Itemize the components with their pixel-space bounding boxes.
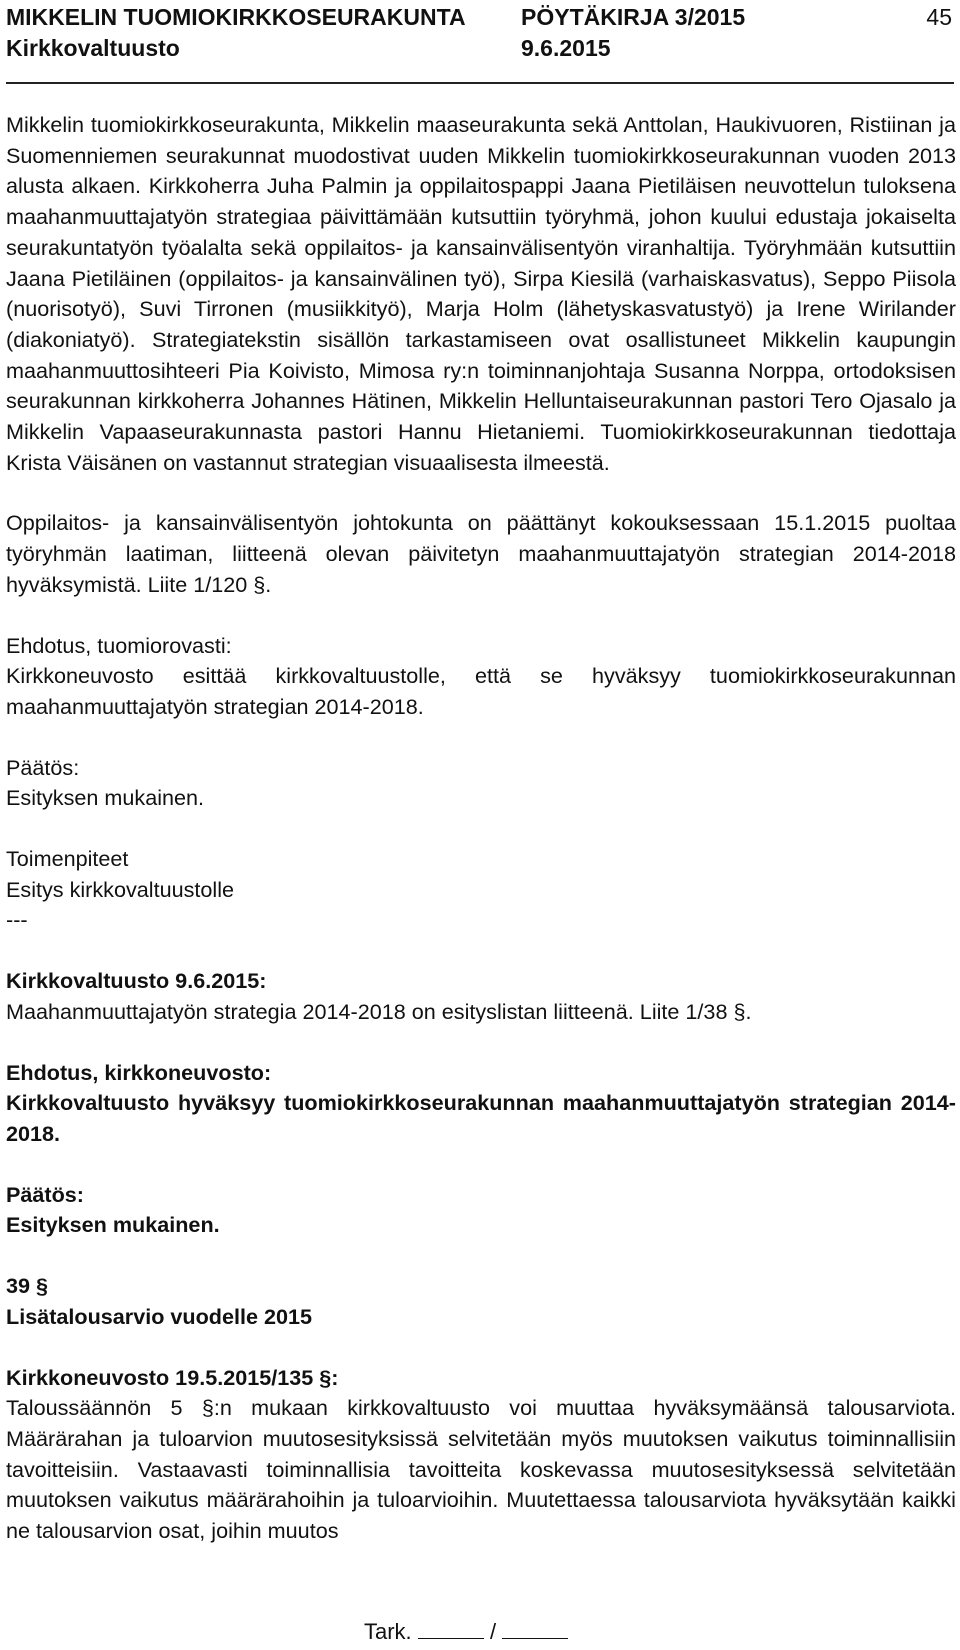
decision-text: Esityksen mukainen. xyxy=(6,785,205,811)
section-title: Lisätalousarvio vuodelle 2015 xyxy=(6,1303,313,1329)
page-number: 45 xyxy=(926,4,952,30)
board-reference-label: Kirkkoneuvosto 19.5.2015/135 §: xyxy=(6,1364,339,1390)
board-proposal-label: Ehdotus, kirkkoneuvosto: xyxy=(6,1059,272,1085)
proposal-text: Kirkkoneuvosto esittää kirkkovaltuustolle, että se hyväksyy tuomiokirkkoseurakunnan maahanmuuttajatyön strategian 2014-2018. xyxy=(6,663,956,719)
body-name: Kirkkovaltuusto xyxy=(6,35,180,61)
proposal-label: Ehdotus, tuomiorovasti: xyxy=(6,632,232,658)
council-text: Maahanmuuttajatyön strategia 2014-2018 on esityslistan liitteenä. Liite 1/38 §. xyxy=(6,998,752,1024)
budget-paragraph: Taloussäännön 5 §:n mukaan kirkkovaltuusto voi muuttaa hyväksymäänsä talousarviota. Määrärahan ja tuloarvion muutosesityksissä selvitetään myös muutoksen vaikutus toiminnallisiin tavoitteisiin. Vastaavasti toiminnallisia tavoitteita koskevassa muutosesityksessä selvitetään muutoksen vaikutus määrärahoihin ja tuloarvioihin. Muutettaessa talousarviota hyväksytään kaikki ne talousarvion osat, joihin muutos xyxy=(6,1395,956,1544)
committee-paragraph: Oppilaitos- ja kansainvälisentyön johtokunta on päättänyt kokouksessaan 15.1.2015 puoltaa työryhmän laatiman, liitteenä olevan päivitetyn maahanmuuttajatyön strategian 2014-2018 hyväksymistä. Liite 1/120 §. xyxy=(6,510,956,597)
initials-blank-2 xyxy=(502,1637,568,1639)
final-decision-text: Esityksen mukainen. xyxy=(6,1212,220,1238)
organization-name: MIKKELIN TUOMIOKIRKKOSEURAKUNTA xyxy=(6,4,466,30)
header-divider xyxy=(6,82,954,84)
background-paragraph: Mikkelin tuomiokirkkoseurakunta, Mikkelin maaseurakunta sekä Anttolan, Haukivuoren, Ristiinan ja Suomenniemen seurakunnat muodostivat uuden Mikkelin tuomiokirkkoseurakunnan vuoden 2013 alusta alkaen. Kirkkoherra Juha Palmin ja oppilaitospappi Jaana Pietiläisen neuvottelun tuloksena maahanmuuttajatyön strategiaa päivittämään kutsuttiin työryhmä, johon kuului edustaja jokaiselta seurakuntatyön työalalta sekä oppilaitos- ja kansainvälisentyön viranhaltija. Työryhmään kutsuttiin Jaana Pietiläinen (oppilaitos- ja kansainvälinen työ), Sirpa Kiesilä (varhaiskasvatus), Seppo Piisola (nuorisotyö), Suvi Tirronen (musiikkityö), Marja Holm (lähetyskasvatustyö) ja Irene Wirilander (diakoniatyö). Strategiatekstin sisällön tarkastamiseen ovat osallistuneet Mikkelin kaupungin maahanmuuttosihteeri Pia Koivisto, Mimosa ry:n toiminnanjohtaja Susanna Norppa, ortodoksisen seurakunnan kirkkoherra Johannes Hätinen, Mikkelin Helluntaiseurakunnan pastori Tero Ojasalo ja Mikkelin Vapaaseurakunnasta pastori Hannu Hietaniemi. Tuomiokirkkoseurakunnan tiedottaja Krista Väisänen on vastannut strategian visuaalisesta ilmeestä. xyxy=(6,112,956,475)
initials-blank-1 xyxy=(418,1637,484,1639)
document-body xyxy=(6,110,956,1547)
measures-text: Esitys kirkkovaltuustolle xyxy=(6,876,235,902)
page-footer xyxy=(364,1619,568,1645)
initials-separator: / xyxy=(489,1619,497,1644)
section-number: 39 § xyxy=(6,1273,49,1299)
document-title: PÖYTÄKIRJA 3/2015 xyxy=(521,4,746,30)
page-header xyxy=(0,2,960,86)
board-proposal-text: Kirkkovaltuusto hyväksyy tuomiokirkkoseurakunnan maahanmuuttajatyön strategian 2014-2018. xyxy=(6,1090,956,1146)
council-label: Kirkkovaltuusto 9.6.2015: xyxy=(6,968,267,994)
decision-label: Päätös: xyxy=(6,754,80,780)
separator-dashes: --- xyxy=(6,907,28,933)
measures-label: Toimenpiteet xyxy=(6,846,129,872)
check-label: Tark. xyxy=(364,1619,412,1644)
final-decision-label: Päätös: xyxy=(6,1181,85,1207)
meeting-date: 9.6.2015 xyxy=(521,35,611,61)
